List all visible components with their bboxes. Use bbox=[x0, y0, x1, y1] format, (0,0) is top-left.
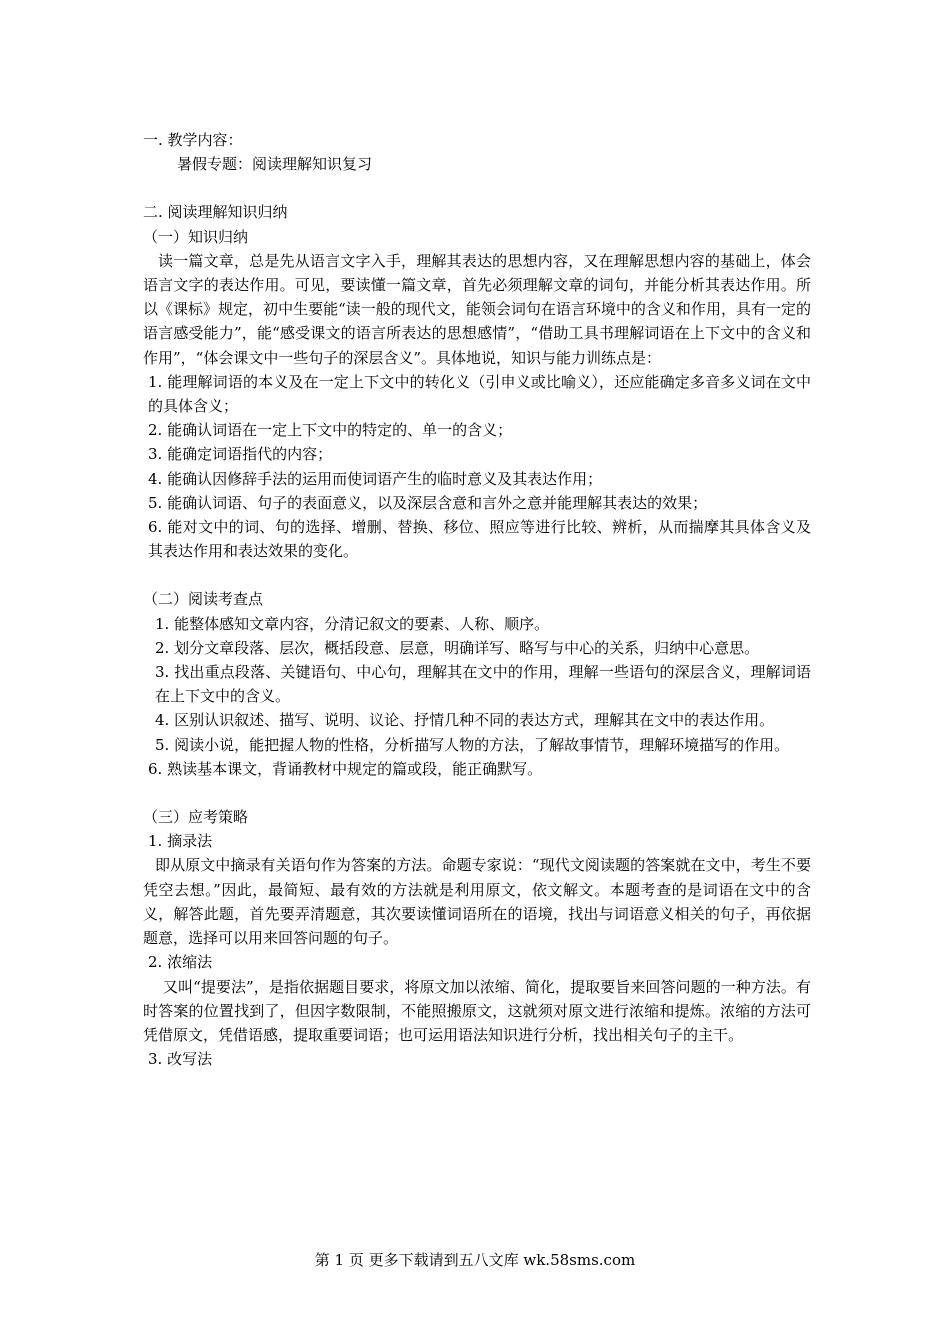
part2-item-2: 2. 划分文章段落、层次，概括段意、层意，明确详写、略写与中心的关系，归纳中心意思。 bbox=[155, 638, 760, 657]
part1-item-1: 1. 能理解词语的本义及在一定上下文中的转化义（引申义或比喻义），还应能确定多音多义词在文中的具体含义； bbox=[148, 372, 811, 416]
part3-heading: （三）应考策略 bbox=[143, 808, 249, 827]
document-body bbox=[143, 128, 811, 1071]
method-1-title: 1. 摘录法 bbox=[148, 832, 213, 851]
spacer bbox=[143, 781, 811, 805]
part1-item-3: 3. 能确定词语指代的内容； bbox=[148, 445, 333, 464]
part2-heading: （二）阅读考查点 bbox=[143, 590, 264, 609]
method-1-text: 即从原文中摘录有关语句作为答案的方法。命题专家说：“现代文阅读题的答案就在文中，考生不要凭空去想。”因此，最简短、最有效的方法就是利用原文，依文解文。本题考查的是词语在文中的含义，解答此题，首先要弄清题意，其次要读懂词语所在的语境，找出与词语意义相关的句子，再依据题意，选择可以用来回答问题的句子。 bbox=[143, 856, 811, 948]
part1-item-5: 5. 能确认词语、句子的表面意义，以及深层含意和言外之意并能理解其表达的效果； bbox=[148, 493, 708, 512]
part2-item-1: 1. 能整体感知文章内容，分清记叙文的要素、人称、顺序。 bbox=[155, 614, 550, 633]
part2-item-4: 4. 区别认识叙述、描写、说明、议论、抒情几种不同的表达方式，理解其在文中的表达作用。 bbox=[155, 711, 775, 730]
spacer bbox=[143, 176, 811, 200]
part2-item-6: 6. 熟读基本课文，背诵教材中规定的篇或段，能正确默写。 bbox=[148, 759, 543, 778]
part2-item-5: 5. 阅读小说，能把握人物的性格，分析描写人物的方法，了解故事情节，理解环境描写的作用。 bbox=[155, 735, 790, 754]
part1-item-2: 2. 能确认词语在一定上下文中的特定的、单一的含义； bbox=[148, 421, 513, 440]
section1-topic: 暑假专题：阅读理解知识复习 bbox=[177, 155, 373, 174]
section1-heading: 一. 教学内容： bbox=[143, 131, 243, 149]
part1-intro: 读一篇文章，总是先从语言文字入手，理解其表达的思想内容，又在理解思想内容的基础上，体会语言文字的表达作用。可见，要读懂一篇文章，首先必须理解文章的词句，并能分析其表达作用。所以《课标》规定，初中生要能“读一般的现代文，能领会词句在语言环境中的含义和作用，具有一定的语言感受能力”，能“感受课文的语言所表达的思想感情”，“借助工具书理解词语在上下文中的含义和作用”，“体会课文中一些句子的深层含义”。具体地说，知识与能力训练点是： bbox=[143, 251, 811, 367]
section2-heading: 二. 阅读理解知识归纳 bbox=[143, 203, 288, 222]
method-2-title: 2. 浓缩法 bbox=[148, 953, 213, 972]
part2-item-3: 3. 找出重点段落、关键语句、中心句，理解其在文中的作用，理解一些语句的深层含义，理解词语在上下文中的含义。 bbox=[155, 663, 811, 706]
spacer bbox=[143, 563, 811, 587]
part1-heading: （一）知识归纳 bbox=[143, 227, 249, 246]
page-footer: 第 1 页 更多下载请到五八文库 wk.58sms.com bbox=[314, 1251, 636, 1269]
method-3-title: 3. 改写法 bbox=[148, 1050, 213, 1069]
part1-item-6: 6. 能对文中的词、句的选择、增删、替换、移位、照应等进行比较、辨析，从而揣摩其具体含义及其表达作用和表达效果的变化。 bbox=[148, 518, 811, 561]
method-2-text: 又叫“提要法”，是指依据题目要求，将原文加以浓缩、简化，提取要旨来回答问题的一种方法。有时答案的位置找到了，但因字数限制，不能照搬原文，这就须对原文进行浓缩和提炼。浓缩的方法可凭借原文，凭借语感，提取重要词语；也可运用语法知识进行分析，找出相关句子的主干。 bbox=[143, 977, 811, 1044]
part1-item-4: 4. 能确认因修辞手法的运用而使词语产生的临时意义及其表达作用； bbox=[148, 469, 603, 488]
